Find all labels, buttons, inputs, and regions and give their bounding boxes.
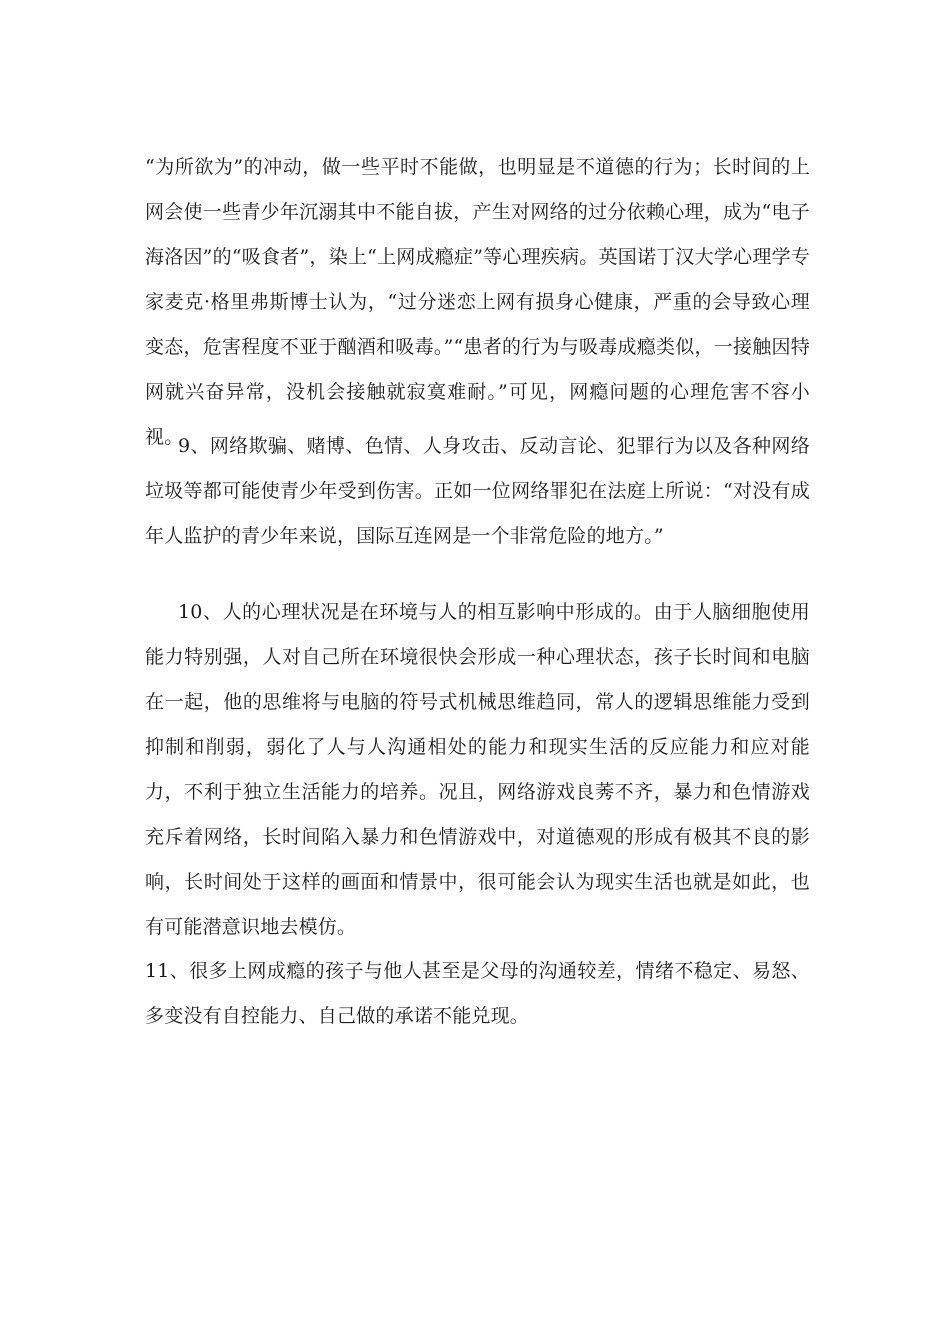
paragraph-point-11: 11、很多上网成瘾的孩子与他人甚至是父母的沟通较差，情绪不稳定、易怒、多变没有自控能力、自己做的承诺不能兑现。 (145, 960, 810, 1027)
paragraph-point-9: 9、网络欺骗、赌博、色情、人身攻击、反动言论、犯罪行为以及各种网络垃圾等都可能使青少年受到伤害。正如一位网络罪犯在法庭上所说：“对没有成年人监护的青少年来说，国际互连网是一个非常危险的地方。” (145, 435, 810, 547)
paragraph-continuation: “为所欲为”的冲动，做一些平时不能做，也明显是不道德的行为；长时间的上网会使一些青少年沉溺其中不能自拔，产生对网络的过分依赖心理，成为“电子海洛因”的“吸食者”，染上“上网成瘾症”等心理疾病。英国诺丁汉大学心理学专家麦克·格里弗斯博士认为，“过分迷恋上网有损身心健康，严重的会导致心理变态，危害程度不亚于酗酒和吸毒。”“患者的行为与吸毒成瘾类似，一接触因特网就兴奋异常，没机会接触就寂寞难耐。”可见，网瘾问题的心理危害不容小视。 (145, 156, 810, 448)
paragraph-point-10: 10、人的心理状况是在环境与人的相互影响中形成的。由于人脑细胞使用能力特别强，人对自己所在环境很快会形成一种心理状态，孩子长时间和电脑在一起，他的思维将与电脑的符号式机械思维趋同，常人的逻辑思维能力受到抑制和削弱，弱化了人与人沟通相处的能力和现实生活的反应能力和应对能力，不利于独立生活能力的培养。况且，网络游戏良莠不齐，暴力和色情游戏充斥着网络，长时间陷入暴力和色情游戏中，对道德观的形成有极其不良的影响，长时间处于这样的画面和情景中，很可能会认为现实生活也就是如此，也有可能潜意识地去模仿。 (145, 601, 810, 938)
